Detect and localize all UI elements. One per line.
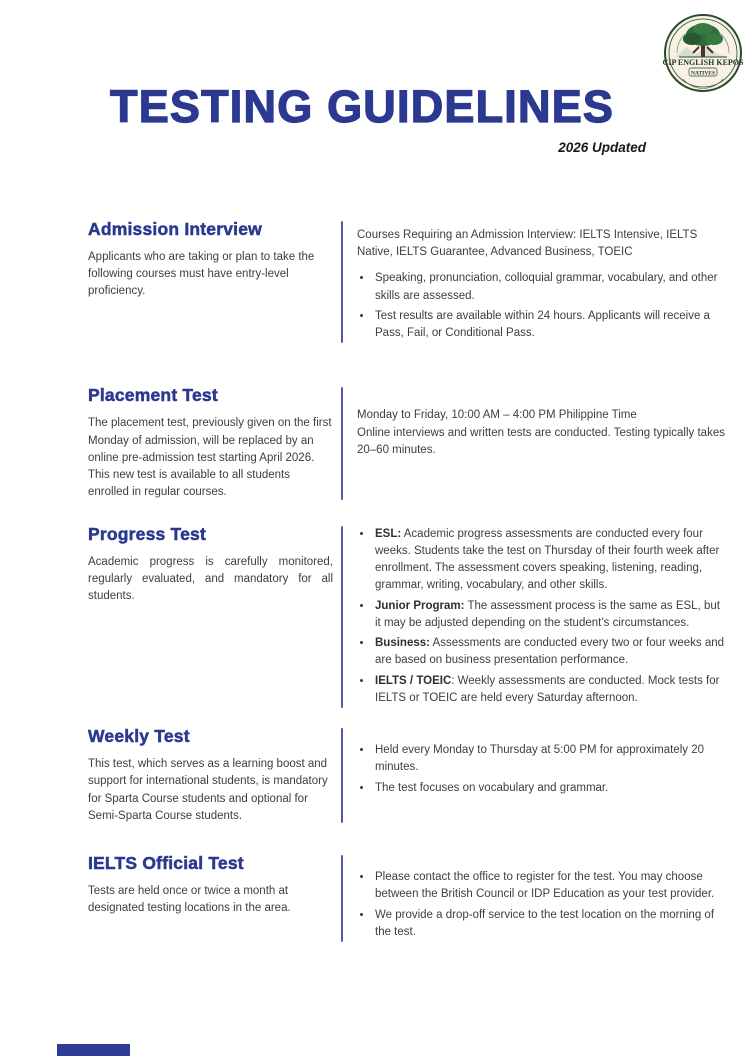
bullet-list bbox=[357, 869, 728, 941]
section-right-column bbox=[357, 524, 728, 711]
bullet-bold-label: IELTS / TOEIC bbox=[375, 674, 452, 687]
bullet-item: • Junior Program: The assessment process is the same as ESL, but it may be adjusted depending on the student’s circumstances. bbox=[373, 598, 728, 633]
section-description: The placement test, previously given on the first Monday of admission, will be replaced by an online pre-admission test starting April 2026. This new test is available to all students enrolled in regular courses. bbox=[88, 417, 332, 499]
bullet-item: • ESL: Academic progress assessments are conducted every four weeks. Students take the test on Thursday of their fourth week after enrollment. The assessment covers speaking, listening, reading, grammar, writing, vocabulary, and other skills. bbox=[373, 526, 728, 595]
bullet-bold-label: ESL: bbox=[375, 527, 402, 540]
school-logo bbox=[663, 13, 743, 93]
section-left-column bbox=[88, 853, 333, 944]
text-line: Online interviews and written tests are conducted. Testing typically takes 20–60 minutes. bbox=[357, 426, 725, 456]
bullet-item: • Held every Monday to Thursday at 5:00 PM for approximately 20 minutes. bbox=[373, 742, 728, 777]
section-description: This test, which serves as a learning boost and support for international students, is mandatory for Sparta Course students and optional for Semi-Sparta Course students. bbox=[88, 758, 328, 822]
section-title: Admission Interview bbox=[88, 218, 262, 239]
bullet-item: • Speaking, pronunciation, colloquial grammar, vocabulary, and other skills are assessed. bbox=[373, 270, 728, 305]
section-placement-test bbox=[88, 385, 728, 501]
section-right-column bbox=[357, 726, 728, 825]
bullet-bold-label: Junior Program: bbox=[375, 599, 465, 612]
tree-badge-icon bbox=[663, 13, 743, 93]
page-title: TESTING GUIDELINES bbox=[110, 81, 615, 132]
section-title: Placement Test bbox=[88, 385, 218, 406]
updated-label: 2026 Updated bbox=[558, 139, 646, 155]
section-intro bbox=[357, 407, 728, 459]
section-intro bbox=[357, 227, 728, 262]
section-title: IELTS Official Test bbox=[88, 853, 244, 874]
logo-text-line1: CIP ENGLISH KEPOS bbox=[663, 58, 743, 67]
logo-text-line2: NATIVES bbox=[690, 70, 716, 77]
footer-accent-bar bbox=[57, 1044, 130, 1056]
bullet-list bbox=[357, 270, 728, 342]
header bbox=[0, 0, 754, 155]
section-right-column bbox=[357, 385, 728, 501]
text-line: Monday to Friday, 10:00 AM – 4:00 PM Philippine Time bbox=[357, 409, 637, 422]
bullet-item: • Business: Assessments are conducted every two or four weeks and are based on business presentation performance. bbox=[373, 635, 728, 670]
section-right-column bbox=[357, 219, 728, 346]
section-admission-interview bbox=[88, 219, 728, 346]
vertical-divider bbox=[341, 387, 343, 499]
section-left-column bbox=[88, 219, 333, 346]
vertical-divider bbox=[341, 728, 343, 823]
bullet-item: • The test focuses on vocabulary and grammar. bbox=[373, 780, 728, 797]
vertical-divider bbox=[341, 855, 343, 942]
text-line: Courses Requiring an Admission Interview: IELTS Intensive, IELTS Native, IELTS Guarantee, Advanced Business, TOEIC bbox=[357, 228, 698, 259]
bullet-bold-label: Business: bbox=[375, 637, 430, 650]
section-right-column bbox=[357, 853, 728, 944]
section-left-column bbox=[88, 524, 333, 711]
section-title: Progress Test bbox=[88, 523, 207, 544]
section-ielts-official-test bbox=[88, 853, 728, 944]
section-description: Academic progress is carefully monitored, regularly evaluated, and mandatory for all students. bbox=[88, 555, 333, 603]
bullet-list bbox=[357, 526, 728, 708]
bullet-item: • Test results are available within 24 hours. Applicants will receive a Pass, Fail, or Conditional Pass. bbox=[373, 308, 728, 343]
section-left-column bbox=[88, 726, 333, 825]
bullet-item: • We provide a drop-off service to the test location on the morning of the test. bbox=[373, 907, 728, 942]
section-left-column bbox=[88, 385, 333, 501]
section-title: Weekly Test bbox=[88, 726, 190, 747]
section-description: Applicants who are taking or plan to take the following courses must have entry-level proficiency. bbox=[88, 250, 315, 298]
sections-container bbox=[0, 219, 754, 944]
vertical-divider bbox=[341, 221, 343, 344]
bullet-list bbox=[357, 742, 728, 797]
bullet-item: • IELTS / TOEIC: Weekly assessments are conducted. Mock tests for IELTS or TOEIC are held every Saturday afternoon. bbox=[373, 673, 728, 708]
bullet-item: • Please contact the office to register for the test. You may choose between the British Council or IDP Education as your test provider. bbox=[373, 869, 728, 904]
section-progress-test bbox=[88, 524, 728, 711]
vertical-divider bbox=[341, 526, 343, 709]
section-weekly-test bbox=[88, 726, 728, 825]
section-description: Tests are held once or twice a month at designated testing locations in the area. bbox=[88, 885, 291, 915]
